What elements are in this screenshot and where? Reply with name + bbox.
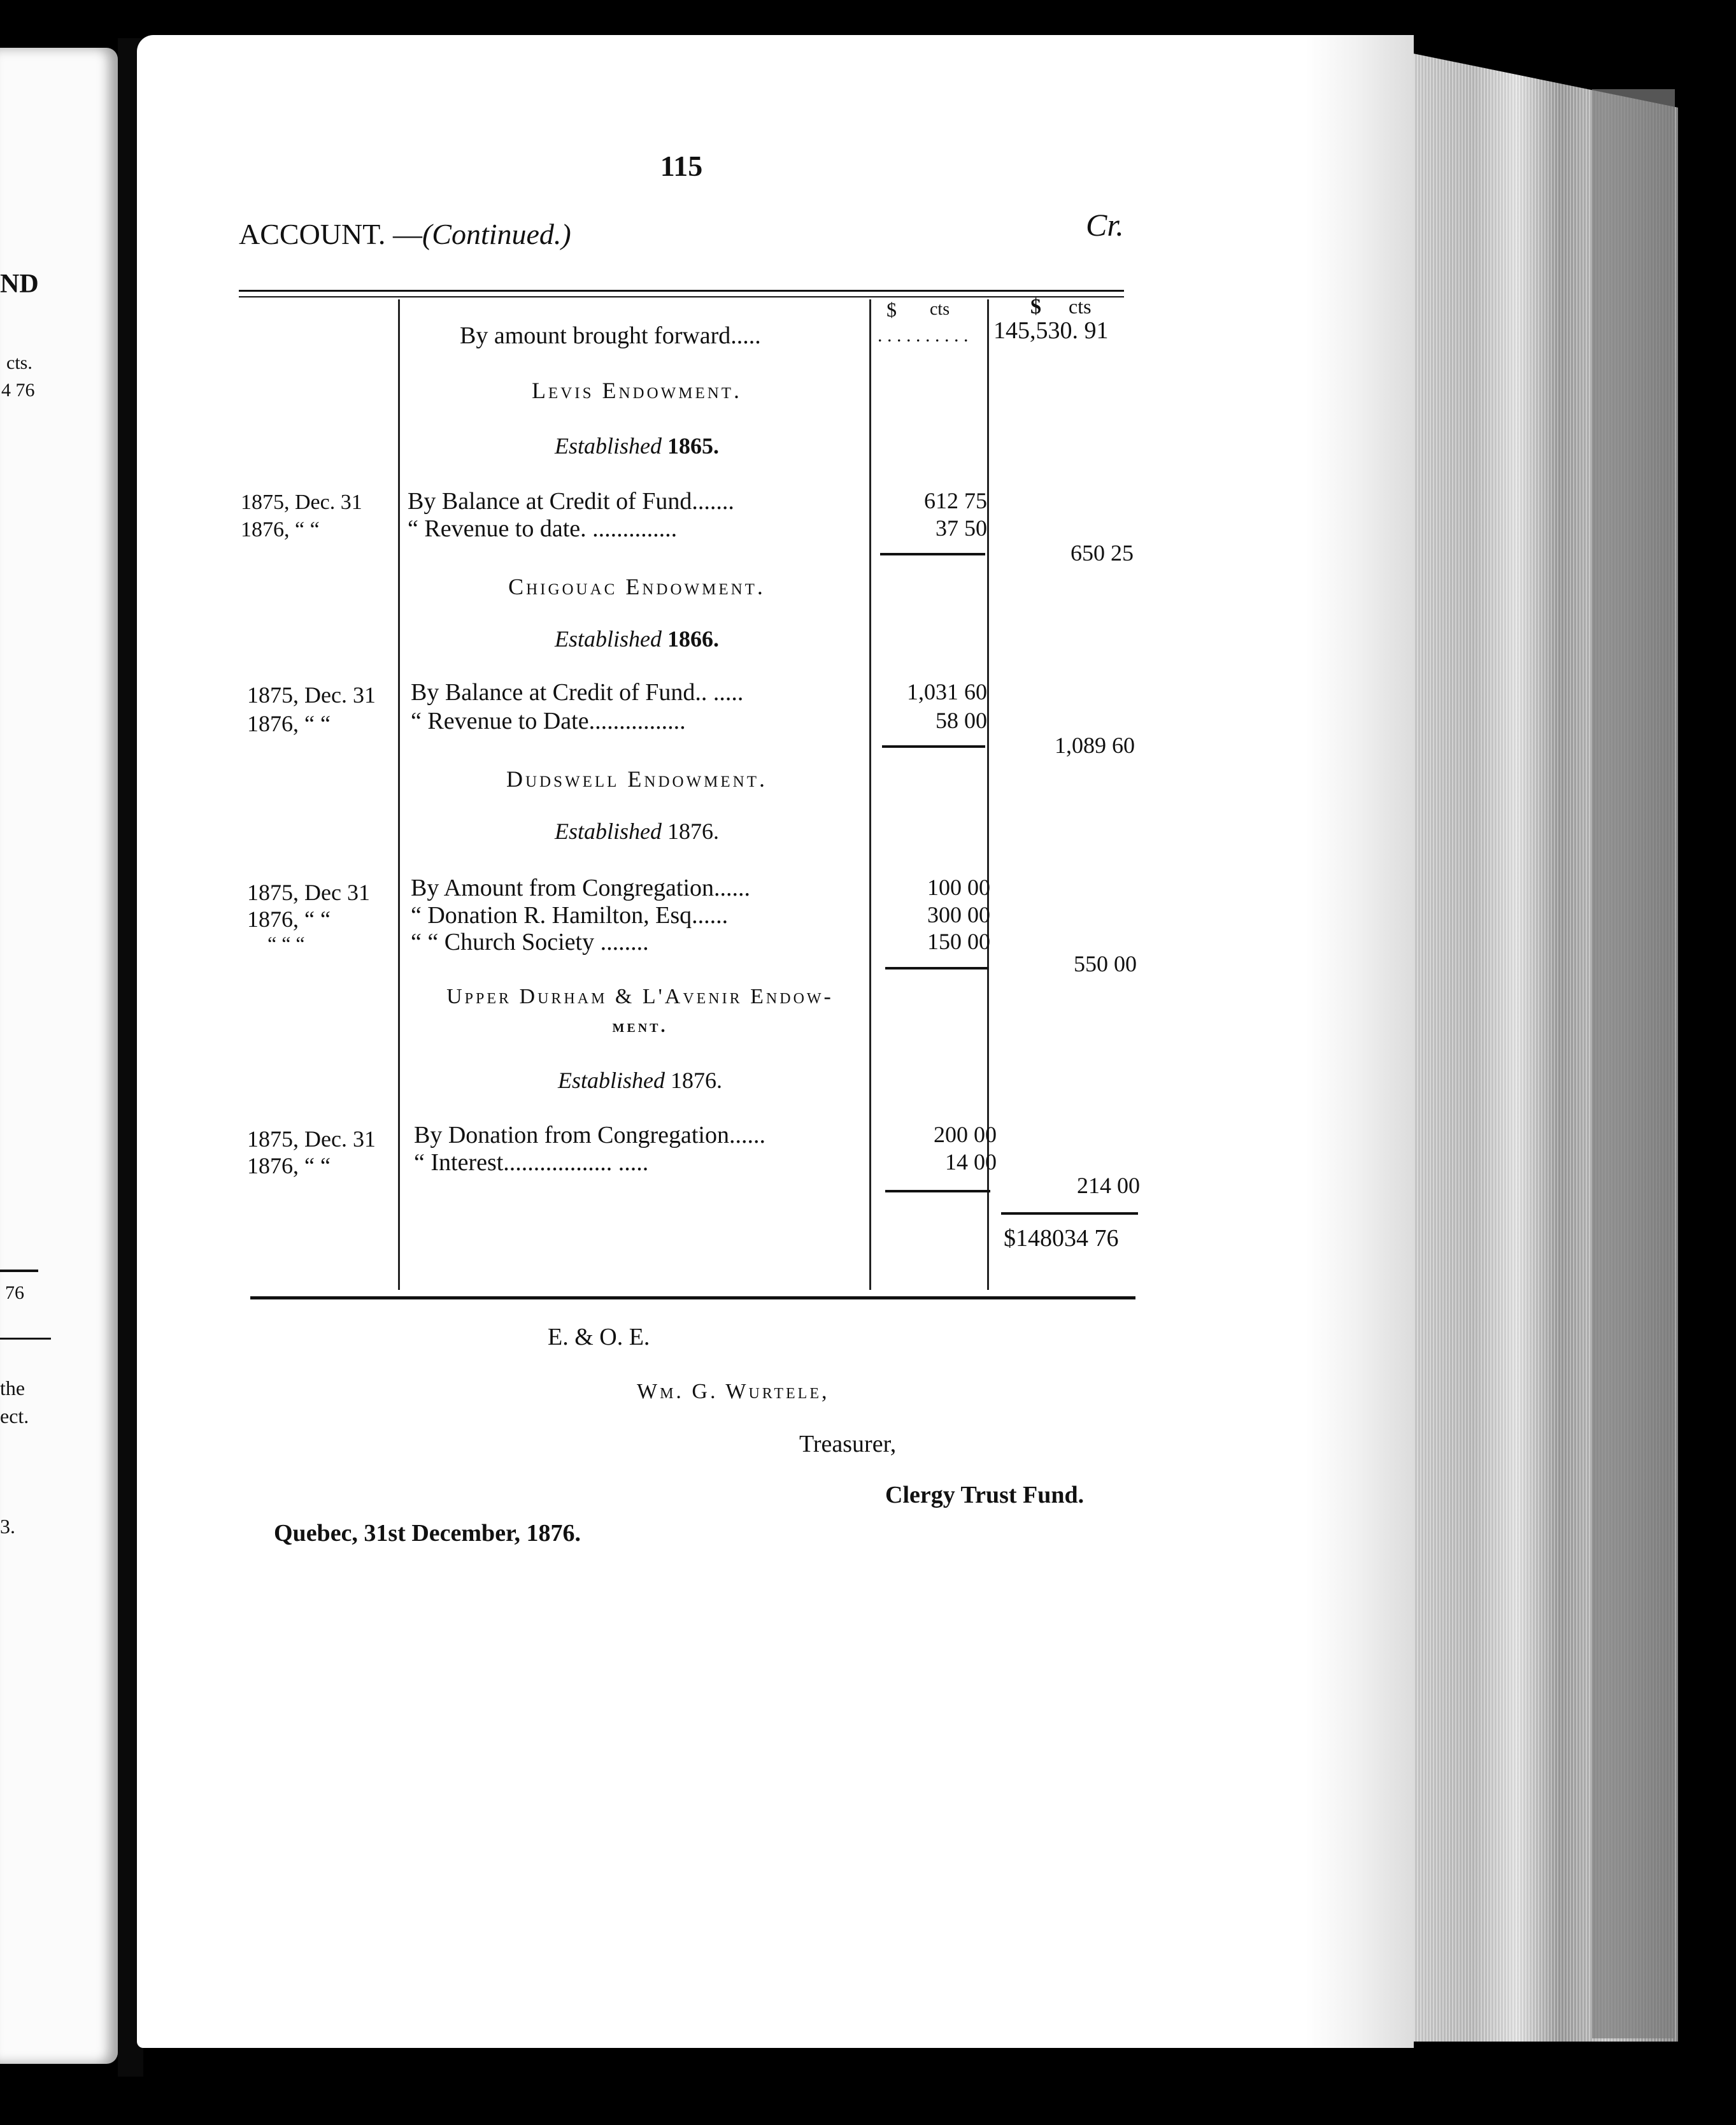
top-rule-2: [239, 296, 1124, 297]
left-cts-header: cts.: [6, 352, 32, 373]
entry-date: “ “ “: [267, 932, 305, 955]
page-edge-shadow: [1592, 89, 1675, 2038]
left-text: ect.: [0, 1405, 29, 1427]
entry-description: By Donation from Congregation......: [414, 1122, 765, 1148]
section-total: 550 00: [1074, 951, 1137, 977]
established-label: Established: [558, 1068, 665, 1093]
entry-amount: 300 00: [927, 902, 990, 927]
section-total: 214 00: [1077, 1173, 1140, 1198]
section-title: Dudswell Endowment.: [506, 766, 767, 792]
grand-total-rule: [1001, 1212, 1138, 1215]
entry-amount: 1,031 60: [907, 679, 987, 705]
subtotal-rule: [885, 967, 988, 969]
established-label: Established: [555, 819, 662, 844]
signatory-title: Treasurer,: [799, 1431, 897, 1457]
entry-description: “ “ Church Society ........: [411, 929, 649, 955]
entry-description: By Amount from Congregation......: [411, 875, 751, 901]
entry-date: 1876, “ “: [241, 518, 320, 541]
subtotal-rule: [880, 553, 985, 555]
established-year: 1865.: [667, 433, 719, 459]
section-title: Chigouac Endowment.: [508, 574, 765, 599]
credit-label: Cr.: [1086, 207, 1124, 243]
left-heading-fragment: ND: [0, 269, 39, 299]
entry-amount: 100 00: [927, 875, 990, 900]
entry-date: 1875, Dec. 31: [241, 490, 362, 514]
left-value: 4 76: [1, 380, 35, 401]
entry-amount: 150 00: [927, 929, 990, 954]
page-fold: [1306, 35, 1414, 2048]
entry-description: By Balance at Credit of Fund.......: [408, 488, 734, 515]
entry-date: 1876, “ “: [247, 906, 331, 932]
entry-amount: 14 00: [945, 1149, 997, 1175]
amount-column-rule: [869, 299, 871, 1290]
entry-date: 1876, “ “: [247, 1153, 331, 1178]
established-label: Established: [555, 433, 662, 459]
bottom-rule: [250, 1296, 1135, 1299]
entry-description: “ Interest.................. .....: [414, 1149, 649, 1176]
entry-description: “ Revenue to date. ..............: [408, 515, 678, 542]
col2-cents: cts: [1069, 295, 1092, 318]
heading-dash: —: [392, 218, 422, 250]
col2-dollar: $: [1030, 295, 1041, 318]
established-label: Established: [555, 626, 662, 652]
entry-description: “ Revenue to Date................: [411, 708, 686, 734]
errors-omissions: E. & O. E.: [548, 1324, 650, 1350]
entry-amount: 37 50: [936, 515, 987, 541]
right-page: [137, 35, 1404, 2048]
signatory-name: Wm. G. Wurtele,: [637, 1380, 830, 1403]
established-year: 1866.: [667, 626, 719, 652]
page-heading: [239, 220, 571, 249]
entry-date: 1876, “ “: [247, 711, 331, 736]
established-line: [408, 820, 866, 843]
entry-amount: 200 00: [934, 1122, 997, 1147]
col1-dollar: $: [886, 298, 897, 321]
date-column-rule: [398, 299, 400, 1290]
left-rule: [0, 1270, 38, 1272]
brought-forward-label: By amount brought forward.....: [460, 322, 761, 349]
grand-total: $148034 76: [1004, 1225, 1119, 1252]
subtotal-rule: [882, 745, 985, 748]
section-total: 1,089 60: [1055, 733, 1135, 758]
page-number: 115: [660, 150, 703, 182]
left-rule-2: [0, 1338, 51, 1340]
entry-description: “ Donation R. Hamilton, Esq......: [411, 902, 729, 929]
left-text: 3.: [0, 1515, 15, 1538]
organization-name: Clergy Trust Fund.: [885, 1482, 1085, 1508]
account-title: ACCOUNT.: [239, 218, 386, 250]
entry-amount: 58 00: [936, 708, 987, 733]
established-line: [408, 627, 866, 650]
section-title: Levis Endowment.: [531, 378, 743, 403]
section-title: Upper Durham & L'Avenir Endow-: [446, 985, 834, 1008]
established-year: 1876.: [671, 1068, 722, 1093]
place-date: Quebec, 31st December, 1876.: [274, 1520, 581, 1547]
left-page: [0, 48, 118, 2064]
entry-amount: 612 75: [924, 488, 987, 513]
left-value-total: 76: [5, 1282, 24, 1303]
brought-forward-total: 145,530. 91: [993, 317, 1109, 344]
entry-description: By Balance at Credit of Fund.. .....: [411, 679, 744, 706]
section-title-continued: ment.: [612, 1017, 668, 1036]
entry-date: 1875, Dec. 31: [247, 1126, 376, 1152]
established-line: [408, 1069, 872, 1092]
established-line: [408, 434, 866, 457]
continued-label: (Continued.): [422, 218, 571, 250]
brought-forward-col1: . . . . . . . . . .: [878, 325, 969, 346]
top-rule: [239, 290, 1124, 292]
section-total: 650 25: [1071, 540, 1134, 566]
entry-date: 1875, Dec 31: [247, 880, 370, 905]
left-text: the: [0, 1377, 25, 1399]
entry-date: 1875, Dec. 31: [247, 682, 376, 708]
established-year: 1876.: [667, 819, 719, 844]
subtotal-rule: [885, 1190, 990, 1192]
col1-cents: cts: [930, 299, 950, 319]
